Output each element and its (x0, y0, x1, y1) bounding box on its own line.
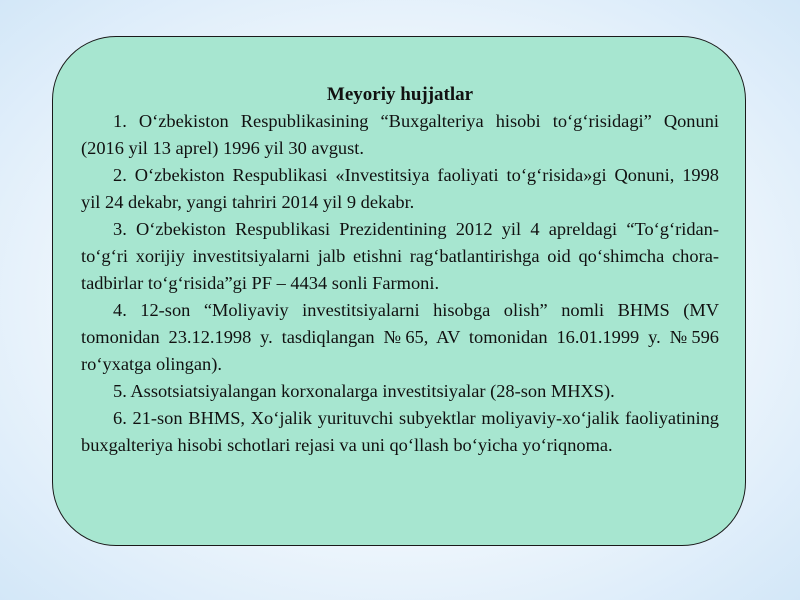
list-item: 5. Assotsiatsiyalangan korxonalarga investitsiyalar (28-son MHXS). (113, 381, 615, 401)
content-panel (52, 36, 746, 546)
list-item: 3. O‘zbekiston Respublikasi Prezidentining 2012 yil 4 apreldagi “To‘g‘ridan-to‘g‘ri xorijiy investitsiyalarni jalb etishni rag‘batlantirishga oid qo‘shimcha chora-tadbirlar to‘g‘risida”gi PF – 4434 sonli Farmoni. (81, 219, 719, 293)
list-item: 6. 21-son BHMS, Xo‘jalik yurituvchi subyektlar moliyaviy-xo‘jalik faoliyatining buxgalteriya hisobi schotlari rejasi va uni qo‘llash bo‘yicha yo‘riqnoma. (81, 408, 719, 455)
list-item: 1. O‘zbekiston Respublikasining “Buxgalteriya hisobi to‘g‘risidagi” Qonuni (2016 yil 13 aprel) 1996 yil 30 avgust. (81, 111, 719, 158)
section-title: Meyoriy hujjatlar (326, 84, 474, 105)
list-item: 4. 12-son “Moliyaviy investitsiyalarni hisobga olish” nomli BHMS (MV tomonidan 23.12.1998 y. tasdiqlangan №65, AV tomonidan 16.01.1999 y. №596 ro‘yxatga olingan). (81, 300, 719, 374)
list-item: 2. O‘zbekiston Respublikasi «Investitsiya faoliyati to‘g‘risida»gi Qonuni, 1998 yil 24 dekabr, yangi tahriri 2014 yil 9 dekabr. (81, 165, 719, 212)
